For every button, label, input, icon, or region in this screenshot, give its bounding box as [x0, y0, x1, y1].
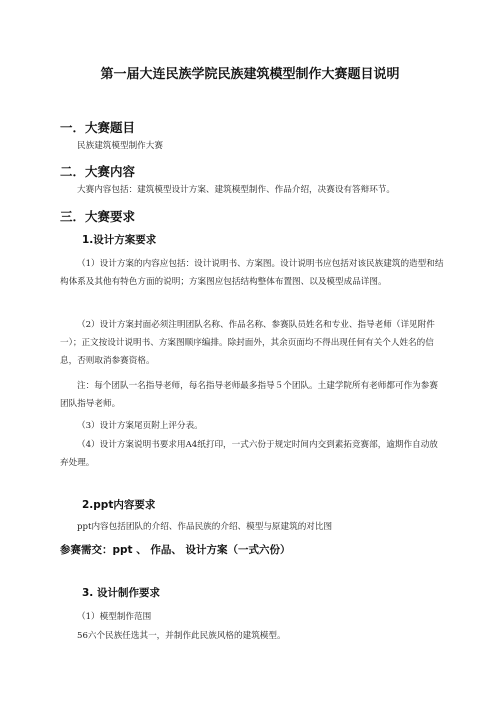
subsection-3-heading: 3. 设计制作要求 — [82, 587, 160, 599]
section-2-heading: 二．大赛内容 — [60, 164, 136, 179]
paragraph-1-3: 注：每个团队一名指导老师，每名指导老师最多指导５个团队。土建学院所有老师都可作为参赛团队指导老师。 — [60, 381, 438, 409]
paragraph-1-4: （3）设计方案尾页附上评分表。 — [77, 421, 203, 431]
section-2-text: 大赛内容包括：建筑模型设计方案、建筑模型制作、作品介绍，决赛设有答辩环节。 — [77, 185, 395, 195]
paragraph-1-2: （2）设计方案封面必须注明团队名称、作品名称、参赛队员姓名和专业、指导老师（详见附件一）；正文按设计说明书、方案图顺序编排。除封面外，其余页面均不得出现任何有关个人姓名的信息，否则取消参赛资格。 — [60, 320, 435, 366]
section-1-heading: 一．大赛题目 — [60, 120, 136, 135]
paragraph-1-5: （4）设计方案说明书要求用A4纸打印，一式六份于规定时间内交到素拓竞赛部，逾期作自动放弃处理。 — [60, 440, 438, 468]
section-1-text: 民族建筑模型制作大赛 — [77, 141, 163, 151]
document-title: 第一届大连民族学院民族建筑模型制作大赛题目说明 — [100, 67, 400, 82]
paragraph-3-2: 56六个民族任选其一，并制作此民族风格的建筑模型。 — [77, 631, 286, 641]
paragraph-2-1: ppt内容包括团队的介绍、作品民族的介绍、模型与原建筑的对比图 — [77, 522, 333, 532]
submission-note: 参赛需交：ppt 、 作品、 设计方案（一式六份） — [60, 544, 291, 556]
paragraph-1-1: （1）设计方案的内容应包括：设计说明书、方案图。设计说明书应包括对该民族建筑的造型和结构体系及其他有特色方面的说明；方案图应包括结构整体布置图、以及模型成品详图。 — [60, 259, 444, 287]
paragraph-3-1: （1）模型制作范围 — [77, 612, 152, 622]
section-3-heading: 三．大赛要求 — [60, 209, 136, 224]
subsection-2-heading: 2.ppt内容要求 — [82, 499, 156, 511]
subsection-1-heading: 1.设计方案要求 — [82, 234, 157, 246]
